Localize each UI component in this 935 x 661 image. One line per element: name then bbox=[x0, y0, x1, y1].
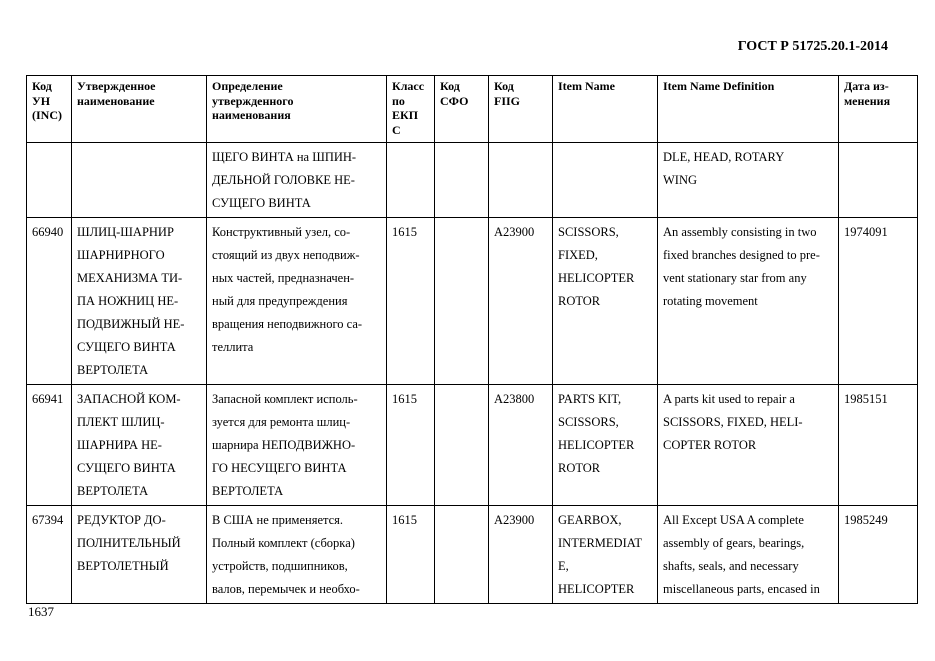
cell-date: 1974091 bbox=[839, 218, 918, 385]
cell-item-name bbox=[553, 143, 658, 218]
cell-line: FIXED, bbox=[558, 248, 598, 262]
column-header-ekps bbox=[387, 76, 435, 143]
header-line: Item Name bbox=[558, 79, 615, 93]
cell-line: вращения неподвижного са- bbox=[212, 317, 363, 331]
column-header-name bbox=[72, 76, 207, 143]
cell-line: HELICOPTER bbox=[558, 582, 635, 596]
cell-line: ШАРНИРА НЕ- bbox=[77, 438, 162, 452]
cell-line: COPTER ROTOR bbox=[663, 438, 757, 452]
cell-line: ДЕЛЬНОЙ ГОЛОВКЕ НЕ- bbox=[212, 173, 355, 187]
column-header-fiig bbox=[489, 76, 553, 143]
cell-line: шарнира НЕПОДВИЖНО- bbox=[212, 438, 356, 452]
cell-line: стоящий из двух неподвиж- bbox=[212, 248, 360, 262]
cell-line: ШАРНИРНОГО bbox=[77, 248, 165, 262]
cell-line: Полный комплект (сборка) bbox=[212, 536, 355, 550]
column-header-definition bbox=[207, 76, 387, 143]
cell-line: ПОЛНИТЕЛЬНЫЙ bbox=[77, 536, 181, 550]
cell-line: ВЕРТОЛЕТА bbox=[212, 484, 284, 498]
header-line: по bbox=[392, 93, 405, 108]
cell-line: зуется для ремонта шлиц- bbox=[212, 415, 351, 429]
cell-line: WING bbox=[663, 173, 698, 187]
table-header-row bbox=[27, 76, 918, 143]
cell-item-name bbox=[553, 218, 658, 385]
cell-fiig: A23900 bbox=[489, 506, 553, 604]
cell-line: DLE, HEAD, ROTARY bbox=[663, 150, 785, 164]
cell-line: miscellaneous parts, encased in bbox=[663, 582, 820, 596]
cell-sfo bbox=[435, 218, 489, 385]
cell-line: МЕХАНИЗМА ТИ- bbox=[77, 271, 183, 285]
cell-item-definition bbox=[658, 506, 839, 604]
cell-line: устройств, подшипников, bbox=[212, 559, 348, 573]
cell-date bbox=[839, 143, 918, 218]
cell-name bbox=[72, 385, 207, 506]
cell-line: GEARBOX, bbox=[558, 513, 622, 527]
cell-line: теллита bbox=[212, 340, 254, 354]
column-header-item-name bbox=[553, 76, 658, 143]
cell-name bbox=[72, 218, 207, 385]
cell-item-name bbox=[553, 385, 658, 506]
cell-line: HELICOPTER bbox=[558, 438, 635, 452]
page-number: 1637 bbox=[28, 604, 54, 619]
cell-line: vent stationary star from any bbox=[663, 271, 807, 285]
header-line: УН bbox=[32, 93, 51, 108]
cell-line: ЗАПАСНОЙ КОМ- bbox=[77, 392, 181, 406]
cell-line: ROTOR bbox=[558, 294, 601, 308]
cell-line: РЕДУКТОР ДО- bbox=[77, 513, 166, 527]
header-line: наименование bbox=[77, 93, 155, 108]
cell-item-name bbox=[553, 506, 658, 604]
column-header-date bbox=[839, 76, 918, 143]
cell-name bbox=[72, 506, 207, 604]
cell-item-definition bbox=[658, 218, 839, 385]
cell-line: ЩЕГО ВИНТА на ШПИН- bbox=[212, 150, 357, 164]
cell-line: ROTOR bbox=[558, 461, 601, 475]
cell-line: ГО НЕСУЩЕГО ВИНТА bbox=[212, 461, 347, 475]
header-line: (INC) bbox=[32, 108, 62, 122]
cell-line: assembly of gears, bearings, bbox=[663, 536, 805, 550]
header-line: Дата из- bbox=[844, 79, 889, 93]
header-line: наименования bbox=[212, 108, 291, 122]
header-line: утвержденного bbox=[212, 93, 294, 108]
cell-line: E, bbox=[558, 559, 569, 573]
cell-line: ШЛИЦ-ШАРНИР bbox=[77, 225, 174, 239]
header-line: Определение bbox=[212, 79, 283, 93]
cell-date: 1985249 bbox=[839, 506, 918, 604]
cell-definition bbox=[207, 218, 387, 385]
table-row bbox=[27, 143, 918, 218]
cell-sfo bbox=[435, 143, 489, 218]
cell-definition bbox=[207, 385, 387, 506]
header-line: Код bbox=[494, 79, 514, 93]
cell-line: СУЩЕГО ВИНТА bbox=[77, 461, 176, 475]
column-header-sfo bbox=[435, 76, 489, 143]
cell-line: Конструктивный узел, со- bbox=[212, 225, 351, 239]
cell-inc bbox=[27, 143, 72, 218]
cell-line: ных частей, предназначен- bbox=[212, 271, 355, 285]
header-line: С bbox=[392, 122, 401, 137]
cell-line: ПОДВИЖНЫЙ НЕ- bbox=[77, 317, 185, 331]
cell-line: All Except USA A complete bbox=[663, 513, 804, 527]
cell-line: SCISSORS, bbox=[558, 225, 619, 239]
cell-inc: 66941 bbox=[27, 385, 72, 506]
header-line: Утвержденное bbox=[77, 79, 156, 93]
cell-item-definition bbox=[658, 385, 839, 506]
cell-ekps: 1615 bbox=[387, 218, 435, 385]
cell-fiig: A23800 bbox=[489, 385, 553, 506]
cell-line: ПА НОЖНИЦ НЕ- bbox=[77, 294, 179, 308]
cell-line: ВЕРТОЛЕТА bbox=[77, 484, 149, 498]
cell-line: fixed branches designed to pre- bbox=[663, 248, 820, 262]
cell-line: Запасной комплект исполь- bbox=[212, 392, 358, 406]
cell-line: ВЕРТОЛЕТА bbox=[77, 363, 149, 377]
header-line: Класс bbox=[392, 79, 425, 93]
header-line: менения bbox=[844, 93, 891, 108]
cell-line: СУЩЕГО ВИНТА bbox=[77, 340, 176, 354]
cell-line: rotating movement bbox=[663, 294, 758, 308]
column-header-inc bbox=[27, 76, 72, 143]
table-row bbox=[27, 218, 918, 385]
cell-item-definition bbox=[658, 143, 839, 218]
cell-sfo bbox=[435, 506, 489, 604]
cell-line: A parts kit used to repair a bbox=[663, 392, 795, 406]
cell-line: An assembly consisting in two bbox=[663, 225, 817, 239]
cell-line: SCISSORS, FIXED, HELI- bbox=[663, 415, 803, 429]
cell-sfo bbox=[435, 385, 489, 506]
cell-fiig bbox=[489, 143, 553, 218]
cell-line: HELICOPTER bbox=[558, 271, 635, 285]
cell-definition bbox=[207, 506, 387, 604]
cell-date: 1985151 bbox=[839, 385, 918, 506]
table-row bbox=[27, 506, 918, 604]
cell-definition bbox=[207, 143, 387, 218]
cell-inc: 66940 bbox=[27, 218, 72, 385]
cell-line: СУЩЕГО ВИНТА bbox=[212, 196, 311, 210]
header-line: Код bbox=[32, 79, 52, 93]
cell-line: ный для предупреждения bbox=[212, 294, 348, 308]
document-code: ГОСТ Р 51725.20.1-2014 bbox=[737, 39, 888, 54]
catalog-table bbox=[26, 75, 918, 604]
cell-line: PARTS KIT, bbox=[558, 392, 622, 406]
cell-fiig: A23900 bbox=[489, 218, 553, 385]
cell-name bbox=[72, 143, 207, 218]
header-line: FIIG bbox=[494, 93, 521, 108]
cell-line: В США не применяется. bbox=[212, 513, 344, 527]
cell-ekps bbox=[387, 143, 435, 218]
cell-inc: 67394 bbox=[27, 506, 72, 604]
cell-line: INTERMEDIAT bbox=[558, 536, 643, 550]
cell-line: ПЛЕКТ ШЛИЦ- bbox=[77, 415, 165, 429]
cell-ekps: 1615 bbox=[387, 506, 435, 604]
table-row bbox=[27, 385, 918, 506]
header-line: ЕКП bbox=[392, 108, 419, 122]
header-line: Код bbox=[440, 79, 460, 93]
cell-line: валов, перемычек и необхо- bbox=[212, 582, 360, 596]
cell-ekps: 1615 bbox=[387, 385, 435, 506]
cell-line: SCISSORS, bbox=[558, 415, 619, 429]
column-header-item-definition bbox=[658, 76, 839, 143]
cell-line: ВЕРТОЛЕТНЫЙ bbox=[77, 559, 169, 573]
cell-line: shafts, seals, and necessary bbox=[663, 559, 799, 573]
header-line: СФО bbox=[440, 93, 469, 108]
table-body bbox=[27, 143, 918, 604]
header-line: Item Name Definition bbox=[663, 79, 775, 93]
